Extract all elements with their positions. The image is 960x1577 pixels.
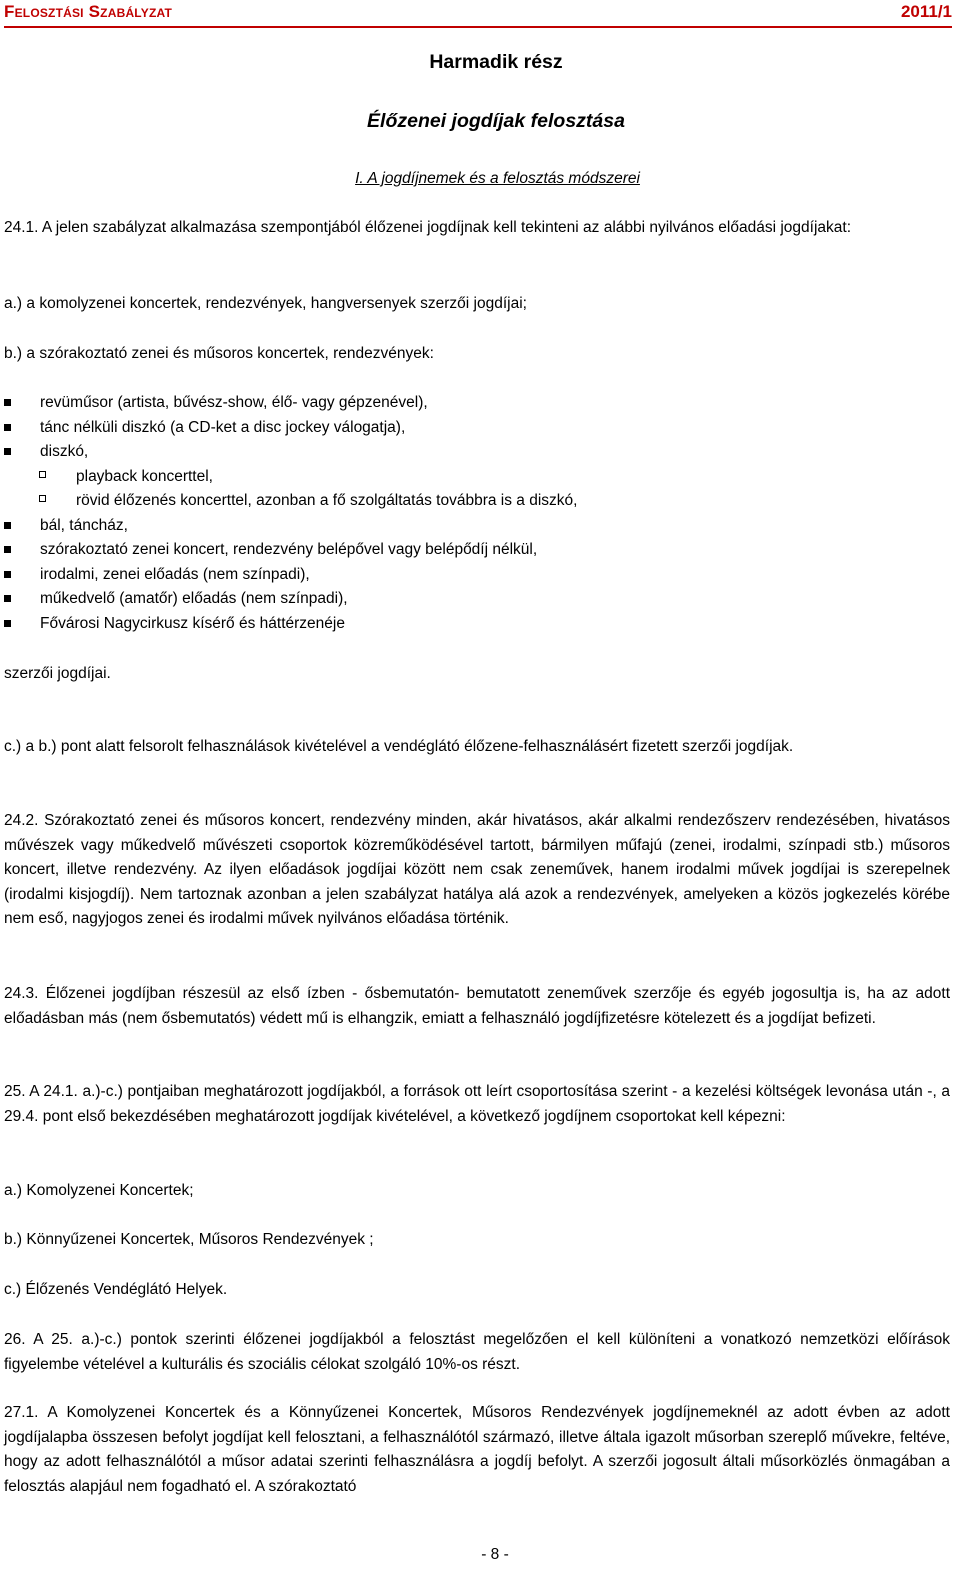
paragraph-24-3: 24.3. Élőzenei jogdíjban részesül az első ízben - ősbemutatón- bemutatott zeneművek szerzője és egyéb jogosultja is, ha az adott előadásban más (nem ősbemutatós) védett mű is elhangzik, emiatt a felhasználó jogdíjfizetésre kötelezett és a jogdíjat befizeti. [4, 985, 950, 1027]
paragraph-24-1-b-end: szerzői jogdíjai. [4, 665, 111, 682]
paragraph-24-1-c: c.) a b.) pont alatt felsorolt felhasználások kivételével a vendéglátó élőzene-felhasználásért fizetett szerzői jogdíjak. [4, 738, 794, 755]
list-item: bál, táncház, [4, 514, 944, 539]
square-bullet-icon [4, 399, 11, 406]
header-document-code: 2011/1 [900, 2, 952, 21]
chapter-title: Élőzenei jogdíjak felosztása [367, 110, 625, 132]
square-bullet-icon [4, 620, 11, 627]
square-bullet-icon [4, 595, 11, 602]
paragraph-27-1: 27.1. A Komolyzenei Koncertek és a Könnyűzenei Koncertek, Műsoros Rendezvények jogdíjnemeknél az adott évben az adott jogdíjalapba összesen befolyt jogdíjat kell felosztani, a felhasználótól származó, illetve általa igazolt műsorban szereplő művekre, feltéve, hogy az adott felhasználótól a műsor adatai szerinti felhasználásra a jogdíj befolyt. A szerzői jogosult általi műsorközlés önmagában a felosztás alapjául nem fogadható el. A szórakoztató [4, 1404, 950, 1495]
paragraph-24-1-b: b.) a szórakoztató zenei és műsoros koncertek, rendezvények: [4, 345, 434, 362]
list-item: Fővárosi Nagycirkusz kísérő és háttérzenéje [4, 612, 944, 637]
paragraph-25-a: a.) Komolyzenei Koncertek; [4, 1182, 194, 1199]
list-item: diszkó, [4, 440, 944, 465]
sub-list-item: rövid élőzenés koncerttel, azonban a fő szolgáltatás továbbra is a diszkó, [4, 489, 944, 514]
list-item: irodalmi, zenei előadás (nem színpadi), [4, 563, 944, 588]
hollow-square-bullet-icon [39, 495, 46, 502]
square-bullet-icon [4, 546, 11, 553]
paragraph-24-2: 24.2. Szórakoztató zenei és műsoros koncert, rendezvény minden, akár hivatásos, akár alkalmi rendezőszerv rendezésében, hivatásos művészek vagy műkedvelő művészeti csoportok közreműködésével tartott, bármilyen műfajú (zenei, irodalmi, színpadi stb.) műsoros koncert, illetve rendezvény. Az ilyen előadások jogdíjai között nem csak zeneművek, hanem irodalmi művek jogdíjai is szerepelnek (irodalmi kisjogdíj). Nem tartoznak azonban a jelen szabályzat hatálya alá azok a rendezvények, amelyeken a közös jogkezelés körébe nem eső, nagyjogos zenei és irodalmi művek nyilvános előadása történik. [4, 812, 950, 927]
list-item: szórakoztató zenei koncert, rendezvény belépővel vagy belépődíj nélkül, [4, 538, 944, 563]
list-item: revüműsor (artista, bűvész-show, élő- vagy gépzenével), [4, 391, 944, 416]
square-bullet-icon [4, 424, 11, 431]
paragraph-24-1: 24.1. A jelen szabályzat alkalmazása szempontjából élőzenei jogdíjnak kell tekinteni az alábbi nyilvános előadási jogdíjakat: [4, 219, 851, 236]
header-document-title: Felosztási Szabályzat [4, 2, 172, 21]
section-title: I. A jogdíjnemek és a felosztás módszerei [355, 170, 640, 187]
paragraph-25: 25. A 24.1. a.)-c.) pontjaiban meghatározott jogdíjakból, a források ott leírt csoportosítása szerint - a kezelési költségek levonása után -, a 29.4. pont első bekezdésében meghatározott jogdíjak kivételével, a következő jogdíjnem csoportokat kell képezni: [4, 1083, 950, 1125]
paragraph-25-c: c.) Élőzenés Vendéglátó Helyek. [4, 1281, 228, 1298]
page-number: - 8 - [481, 1546, 509, 1563]
hollow-square-bullet-icon [39, 471, 46, 478]
sub-list-item: playback koncerttel, [4, 465, 944, 490]
list-item: tánc nélküli diszkó (a CD-ket a disc jockey válogatja), [4, 416, 944, 441]
paragraph-26: 26. A 25. a.)-c.) pontok szerinti élőzenei jogdíjakból a felosztást megelőzően el kell különíteni a vonatkozó nemzetközi előírások figyelembe vételével a kulturális és szociális célokat szolgáló 10%-os részt. [4, 1331, 950, 1373]
square-bullet-icon [4, 448, 11, 455]
list-item: műkedvelő (amatőr) előadás (nem színpadi), [4, 587, 944, 612]
paragraph-25-b: b.) Könnyűzenei Koncertek, Műsoros Rendezvények ; [4, 1231, 374, 1248]
entertainment-event-list [4, 391, 944, 636]
square-bullet-icon [4, 522, 11, 529]
paragraph-24-1-a: a.) a komolyzenei koncertek, rendezvények, hangversenyek szerzői jogdíjai; [4, 295, 527, 312]
page-header [4, 0, 952, 28]
square-bullet-icon [4, 571, 11, 578]
part-title: Harmadik rész [429, 51, 563, 73]
